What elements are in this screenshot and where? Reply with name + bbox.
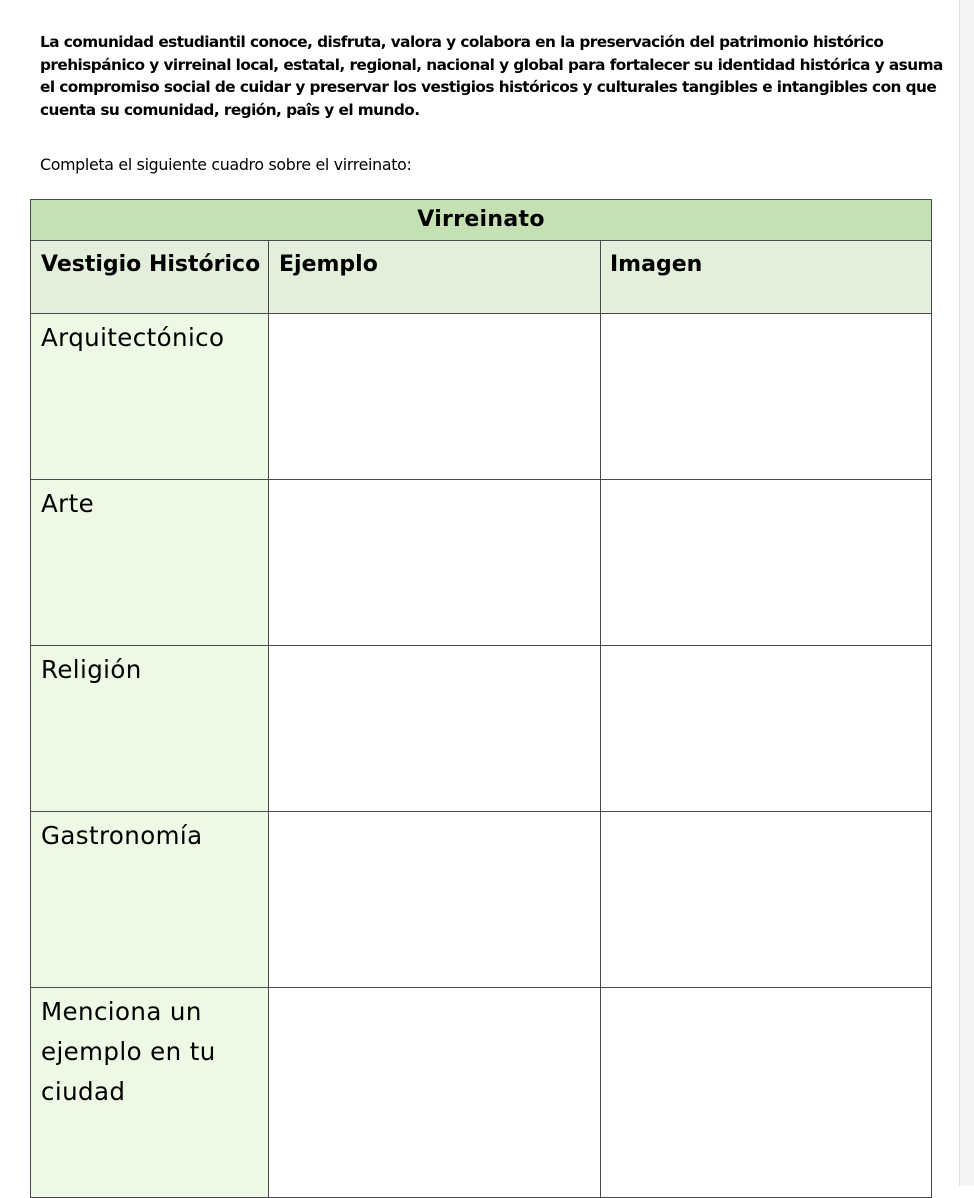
row-label: Arte [31, 480, 269, 646]
table-row [31, 480, 932, 646]
ejemplo-cell[interactable] [269, 314, 601, 480]
imagen-cell[interactable] [601, 480, 932, 646]
virreinato-table [30, 199, 932, 1198]
imagen-cell[interactable] [601, 812, 932, 988]
instruction-text: Completa el siguiente cuadro sobre el virreinato: [40, 155, 412, 174]
table-row [31, 988, 932, 1198]
row-label: Gastronomía [31, 812, 269, 988]
imagen-cell[interactable] [601, 988, 932, 1198]
table-title: Virreinato [31, 200, 932, 241]
ejemplo-cell[interactable] [269, 646, 601, 812]
header-ejemplo: Ejemplo [269, 241, 601, 314]
ejemplo-cell[interactable] [269, 988, 601, 1198]
table-row [31, 314, 932, 480]
table-row [31, 646, 932, 812]
table-header-row [31, 241, 932, 314]
ejemplo-cell[interactable] [269, 480, 601, 646]
header-imagen: Imagen [601, 241, 932, 314]
intro-paragraph: La comunidad estudiantil conoce, disfruta, valora y colabora en la preservación del patrimonio histórico prehispánico y virreinal local, estatal, regional, nacional y global para fortalecer su identidad histórica y asuma el compromiso social de cuidar y preservar los vestigios históricos y culturales tangibles e intangibles con que cuenta su comunidad, región, paîs y el mundo. [40, 33, 943, 119]
imagen-cell[interactable] [601, 314, 932, 480]
row-label: Menciona un ejemplo en tu ciudad [31, 988, 269, 1198]
page-edge [959, 0, 974, 1186]
imagen-cell[interactable] [601, 646, 932, 812]
row-label: Arquitectónico [31, 314, 269, 480]
table-title-row [31, 200, 932, 241]
row-label: Religión [31, 646, 269, 812]
table-row [31, 812, 932, 988]
ejemplo-cell[interactable] [269, 812, 601, 988]
header-vestigio: Vestigio Histórico [31, 241, 269, 314]
